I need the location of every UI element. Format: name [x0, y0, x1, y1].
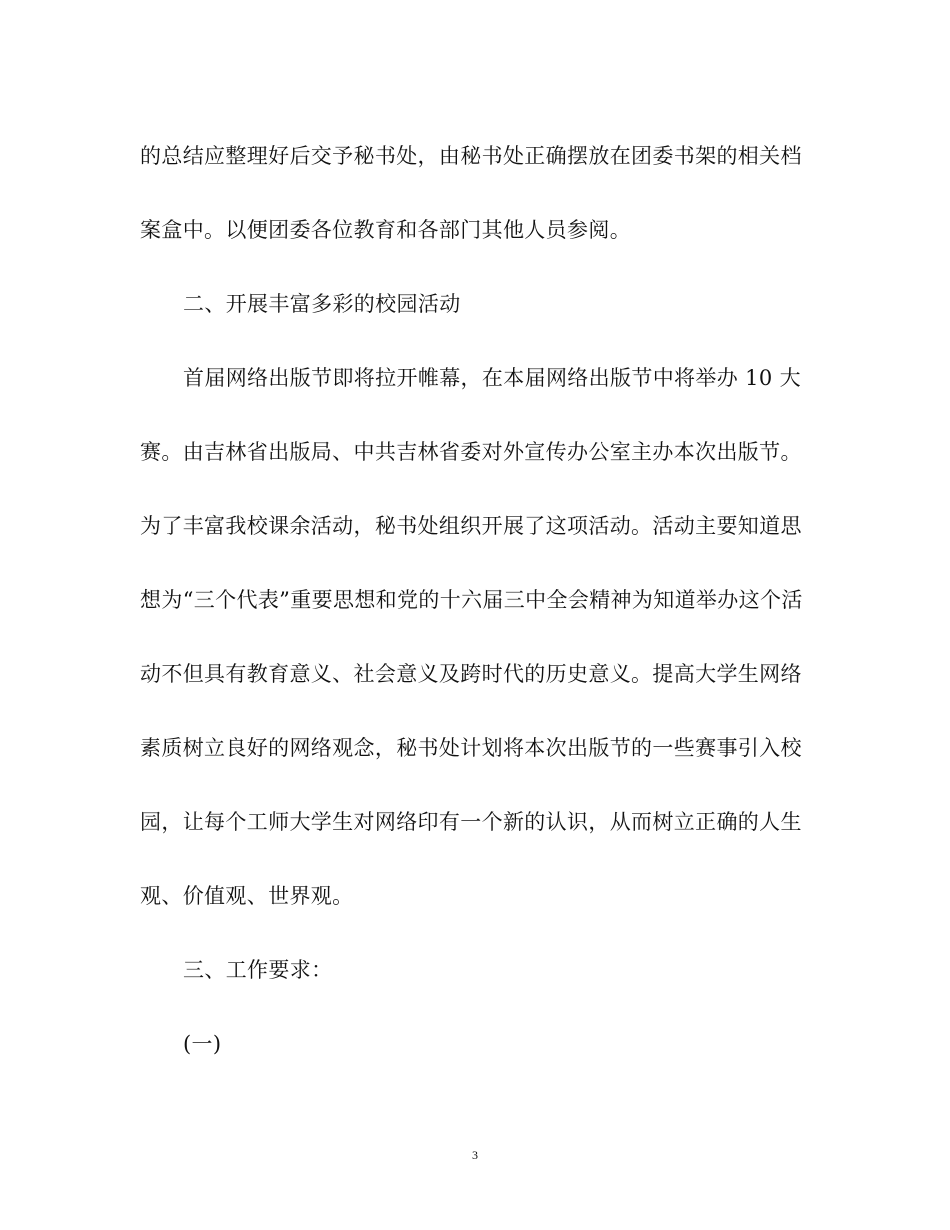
section-heading-2: 二、开展丰富多彩的校园活动 — [183, 292, 461, 316]
text-line-7: 想为“三个代表”重要思想和党的十六届三中全会精神为知道举办这个活 — [140, 588, 803, 612]
text-line-6: 为了丰富我校课余活动，秘书处组织开展了这项活动。活动主要知道思 — [140, 514, 802, 538]
text-line-5: 赛。由吉林省出版局、中共吉林省委对外宣传办公室主办本次出版节。 — [140, 440, 802, 464]
text-line-10: 园，让每个工师大学生对网络印有一个新的认识，从而树立正确的人生 — [140, 810, 802, 834]
text-line-2: 案盒中。以便团委各位教育和各部门其他人员参阅。 — [140, 218, 632, 242]
document-body — [140, 138, 830, 1063]
section-heading-3: 三、工作要求： — [183, 958, 333, 982]
subsection-marker: (一) — [183, 1032, 222, 1056]
text-line-4: 首届网络出版节即将拉开帷幕，在本届网络出版节中将举办 10 大 — [183, 366, 801, 390]
text-line-11: 观、价值观、世界观。 — [140, 884, 354, 908]
page-number: 3 — [472, 1148, 478, 1162]
text-line-9: 素质树立良好的网络观念，秘书处计划将本次出版节的一些赛事引入校 — [140, 736, 802, 760]
text-line-8: 动不但具有教育意义、社会意义及跨时代的历史意义。提高大学生网络 — [140, 662, 802, 686]
text-line-1: 的总结应整理好后交予秘书处，由秘书处正确摆放在团委书架的相关档 — [140, 144, 802, 168]
